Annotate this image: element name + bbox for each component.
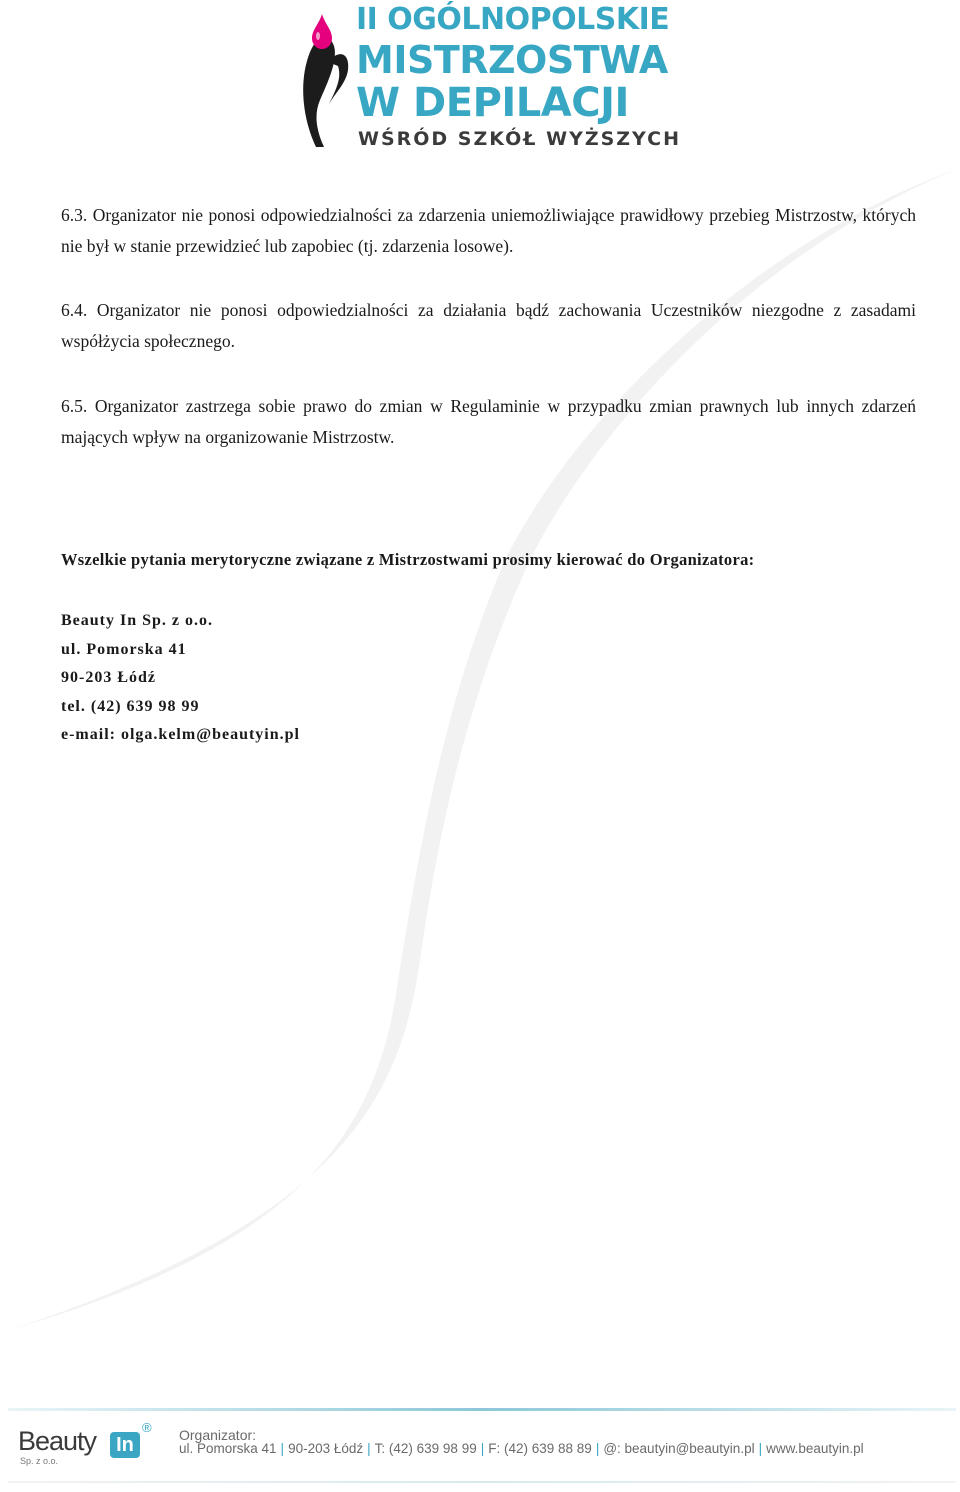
contact-prompt: Wszelkie pytania merytoryczne związane z Mistrzostwami prosimy kierować do Organizatora:: [61, 550, 755, 569]
footer-website[interactable]: www.beautyin.pl: [766, 1441, 864, 1456]
postal-city: 90-203 Łódź: [61, 669, 156, 686]
paragraph-text: Organizator nie ponosi odpowiedzialności za działania bądź zachowania Uczestników niezgodne z zasadami współżycia społecznego.: [61, 300, 917, 351]
logo-title-line-2: MISTRZOSTWA: [356, 38, 668, 82]
footer-organizer-label: Organizator:: [179, 1427, 257, 1443]
footer-email[interactable]: @: beautyin@beautyin.pl: [603, 1441, 755, 1456]
footer-phone: T: (42) 639 98 99: [374, 1441, 477, 1456]
footer-divider: [8, 1408, 956, 1411]
footer-contact-line: [179, 1441, 864, 1456]
footer-bottom-divider: [8, 1481, 956, 1483]
logo-title-line-1: II OGÓLNOPOLSKIE: [356, 2, 670, 37]
company-name: Beauty In Sp. z o.o.: [61, 612, 214, 629]
separator: |: [480, 1441, 485, 1456]
email-address[interactable]: e-mail: olga.kelm@beautyin.pl: [61, 726, 300, 743]
organizer-address: [61, 607, 300, 750]
registered-icon: ®: [142, 1420, 152, 1435]
paragraph-6-4: [61, 295, 916, 357]
footer-street: ul. Pomorska 41: [179, 1441, 277, 1456]
separator: |: [280, 1441, 285, 1456]
phone-number: tel. (42) 639 98 99: [61, 697, 200, 715]
paragraph-6-5: [61, 391, 916, 453]
separator: |: [595, 1441, 600, 1456]
street-address: ul. Pomorska 41: [61, 640, 187, 658]
paragraph-number: 6.4.: [61, 300, 88, 320]
logo-wordmark: Beauty: [18, 1426, 97, 1456]
beautyin-logo: [18, 1420, 158, 1470]
footer-fax: F: (42) 639 88 89: [488, 1441, 592, 1456]
paragraph-text: Organizator nie ponosi odpowiedzialności za zdarzenia uniemożliwiające prawidłowy przebieg Mistrzostw, których nie był w stanie przewidzieć lub zapobiec (tj. zdarzenia losowe).: [61, 205, 917, 256]
paragraph-text: Organizator zastrzega sobie prawo do zmian w Regulaminie w przypadku zmian prawnych lub innych zdarzeń mających wpływ na organizowanie Mistrzostw.: [61, 396, 917, 447]
logo-subtitle: WŚRÓD SZKÓŁ WYŻSZYCH: [358, 128, 681, 150]
logo-company-suffix: Sp. z o.o.: [20, 1456, 59, 1466]
separator: |: [758, 1441, 763, 1456]
paragraph-number: 6.5.: [61, 396, 88, 416]
paragraph-number: 6.3.: [61, 205, 88, 225]
event-logo: [298, 2, 681, 152]
separator: |: [367, 1441, 371, 1456]
footer-city: 90-203 Łódź: [288, 1441, 364, 1456]
logo-in-badge: In: [110, 1432, 140, 1458]
logo-figure-icon: [298, 2, 358, 152]
paragraph-6-3: [61, 200, 916, 262]
logo-title-line-3: W DEPILACJI: [356, 80, 629, 126]
